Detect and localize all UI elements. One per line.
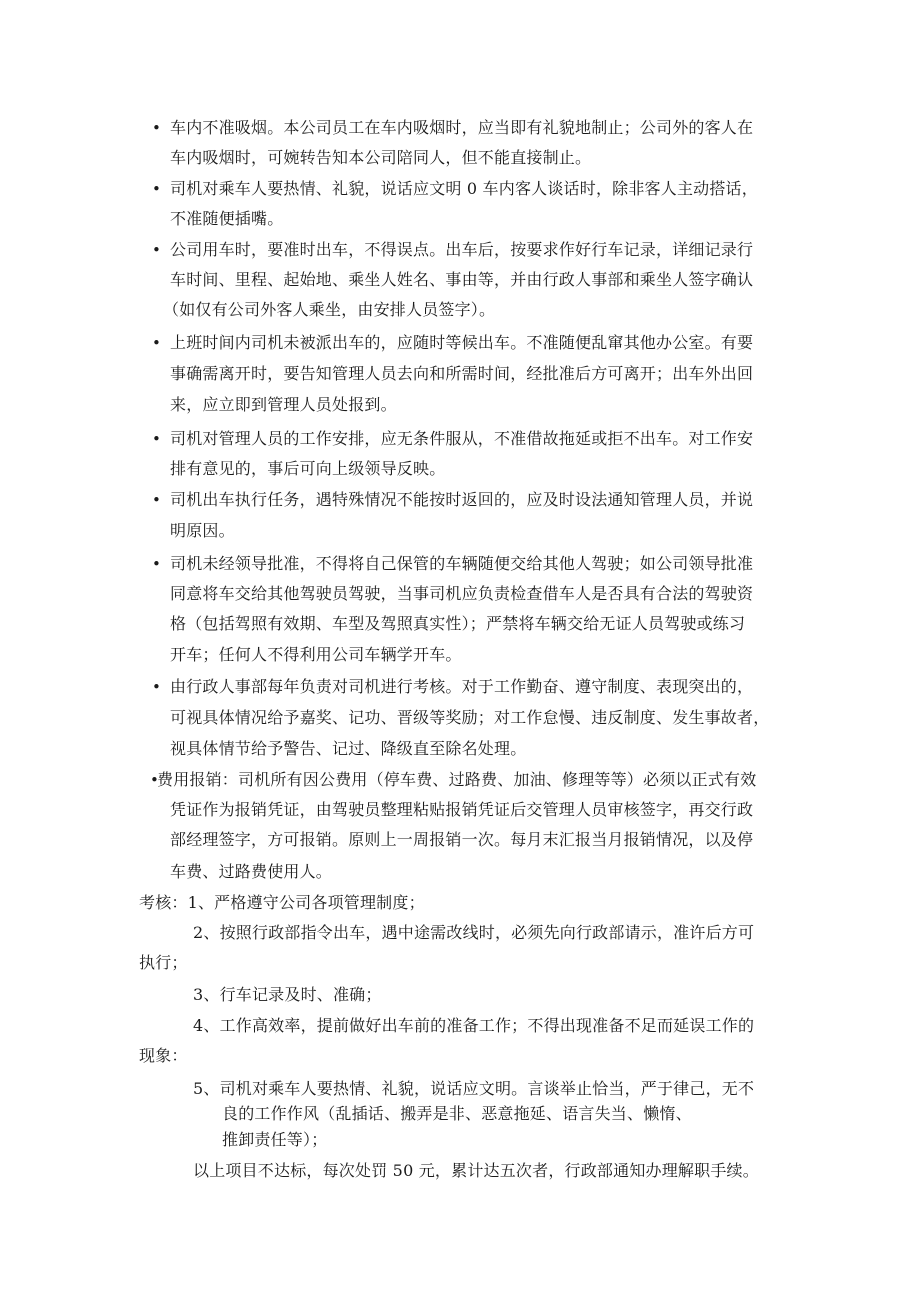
bullet-line: 视具体情节给予警告、记过、降级直至除名处理。 (170, 739, 527, 758)
bullet-dot: • (152, 678, 161, 696)
assessment-item-4: 4、工作高效率，提前做好出车前的准备工作；不得出现准备不足而延误工作的 (193, 1016, 755, 1035)
bullet-line: 车费、过路费使用人。 (170, 862, 333, 881)
bullet-line: 车内吸烟时，可婉转告知本公司陪同人，但不能直接制止。 (170, 148, 592, 167)
bullet-line: 部经理签字，方可报销。原则上一周报销一次。每月末汇报当月报销情况，以及停 (170, 830, 754, 849)
bullet-dot: • (152, 119, 161, 137)
assessment-item-3: 3、行车记录及时、准确； (193, 985, 382, 1004)
bullet-dot: • (152, 334, 161, 352)
bullet-line: 由行政人事部每年负责对司机进行考核。对于工作勤奋、遵守制度、表现突出的， (170, 677, 754, 696)
bullet-line: 公司用车时，要准时出车，不得误点。出车后，按要求作好行车记录，详细记录行 (170, 240, 754, 259)
assessment-item-2: 2、按照行政部指令出车，遇中途需改线时，必须先向行政部请示，准许后方可 (193, 923, 755, 942)
bullet-dot: • (150, 771, 159, 789)
bullet-line: 车时间、里程、起始地、乘坐人姓名、事由等，并由行政人事部和乘坐人签字确认 (170, 270, 754, 289)
bullet-line: 上班时间内司机未被派出车的，应随时等候出车。不准随便乱窜其他办公室。有要 (170, 333, 754, 352)
assessment-item-5: 5、司机对乘车人要热情、礼貌，说话应文明。言谈举止恰当，严于律己，无不 (193, 1079, 755, 1098)
bullet-line: 司机出车执行任务，遇特殊情况不能按时返回的，应及时设法通知管理人员，并说 (170, 490, 754, 509)
bullet-line: 可视具体情况给予嘉奖、记功、晋级等奖励；对工作怠慢、违反制度、发生事故者， (170, 708, 770, 727)
bullet-dot: • (152, 241, 161, 259)
bullet-line: 来，应立即到管理人员处报到。 (170, 395, 397, 414)
penalty-note: 以上项目不达标，每次处罚 50 元，累计达五次者，行政部通知办理解职手续。 (193, 1161, 759, 1180)
bullet-line: 不准随便插嘴。 (170, 209, 284, 228)
bullet-line: （如仅有公司外客人乘坐，由安排人员签字）。 (163, 300, 496, 319)
assessment-item-2-cont: 执行； (139, 953, 188, 972)
bullet-line: 司机对乘车人要热情、礼貌，说话应文明 0 车内客人谈话时，除非客人主动搭话， (170, 179, 758, 198)
bullet-line: 同意将车交给其他驾驶员驾驶，当事司机应负责检查借车人是否具有合法的驾驶资 (170, 584, 754, 603)
bullet-line: 明原因。 (170, 521, 235, 540)
bullet-dot: • (152, 180, 161, 198)
bullet-line: 排有意见的，事后可向上级领导反映。 (170, 459, 446, 478)
bullet-line: 事确需离开时，要告知管理人员去向和所需时间，经批准后方可离开；出车外出回 (170, 364, 754, 383)
bullet-dot: • (152, 555, 161, 573)
bullet-dot: • (152, 430, 161, 448)
assessment-item-1: 考核：1、严格遵守公司各项管理制度； (139, 893, 425, 912)
bullet-line: 凭证作为报销凭证，由驾驶员整理粘贴报销凭证后交管理人员审核签字，再交行政 (170, 800, 754, 819)
assessment-item-4-cont: 现象： (139, 1046, 188, 1065)
assessment-item-5-cont: 良的工作作风（乱插话、搬弄是非、恶意拖延、语言失当、懒惰、 (222, 1104, 692, 1123)
bullet-dot: • (152, 491, 161, 509)
assessment-item-5-cont: 推卸责任等）； (222, 1130, 328, 1149)
bullet-line: 开车；任何人不得利用公司车辆学开车。 (170, 645, 462, 664)
bullet-line: 司机对管理人员的工作安排，应无条件服从，不准借故拖延或拒不出车。对工作安 (170, 429, 754, 448)
bullet-line: 司机未经领导批准，不得将自己保管的车辆随便交给其他人驾驶；如公司领导批准 (170, 554, 754, 573)
bullet-line: 费用报销：司机所有因公费用（停车费、过路费、加油、修理等等）必须以正式有效 (157, 770, 757, 789)
bullet-line: 格（包括驾照有效期、车型及驾照真实性）；严禁将车辆交给无证人员驾驶或练习 (170, 614, 746, 633)
bullet-line: 车内不准吸烟。本公司员工在车内吸烟时，应当即有礼貌地制止；公司外的客人在 (170, 118, 754, 137)
